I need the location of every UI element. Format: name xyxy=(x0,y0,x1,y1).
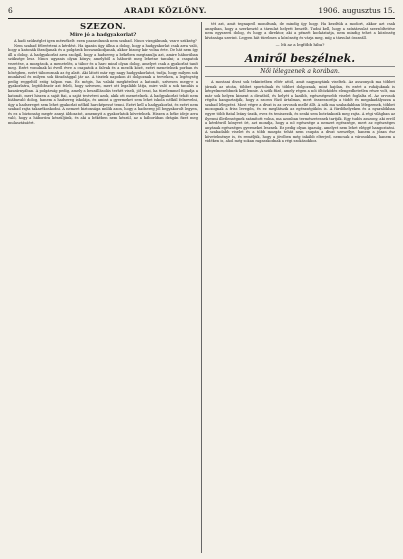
rovat-title xyxy=(205,52,395,66)
article-paragraph: A mostani divat sok tekintetben eltér attól, amit nagyanyáink viseltek. Az asszonyok ma többet járnak az utcán, többet sportolnak és többet dolgoznak, mint hajdan, és ezért a ruhájuknak is kényelmesebbnek kell lennie. A szűk fűző, amely régen a női öltözködés elengedhetetlen része volt, ma már sok helyen kiment a divatból, és helyét a lazább, egészségesebb viselet foglalta el. Az orvosok régóta hangoztatják, hogy a szoros fűző ártalmas, mert összeszorítja a tüdőt és megakadályozza a szabad lélegzést. Most végre a divat is az orvosok mellé állt. A nők ma szabadabban lélegzenek, többet mozognak a friss levegőn, és ez meglátszik az egészségükön is. A fürdőhelyeken és a nyaralókban egyre több fiatal leány úszik, evez és teniszezik, és senki sem botránkozik meg rajta. A régi világban az ilyesmi illetlenségnek számított volna, ma azonban természetesnek tartják. Egy tudós asszony, aki erről a kérdésről könyvet írt, azt mondja, hogy a nő egészsége a nemzet egészsége, mert az egészséges anyának egészséges gyermekei lesznek. Ez pedig olyan igazság, amelyet nem lehet eléggé hangoztatni. A szabadabb viselet és a több mozgás tehát nem csupán a divat szeszélye, hanem a józan ész követelménye is, és reméljük, hogy a jövőben még inkább elterjed, nemcsak a városokban, hanem a vidéken is, ahol még sokan ragaszkodnak a régi szokásokhoz. xyxy=(205,80,395,144)
masthead: ARADI KÖZLÖNY. xyxy=(124,6,208,15)
right-top-paragraph: tét azt, amit tegnapról mondtunk, de mindig így hogy. Ha kezdtük a modort, akkor azt csak annyiban, hogy a szerkesztő a társulat helyett beszélt. Tudni kell, hogy a színtársulat szerződtetése nem egyszerű dolog, és hogy a direktor, aki a pénzét kockáztatja, nem mindig tehet a közönség kívánsága szerint. Legyen hát türelmes a közönség és várja meg, míg a társulat összeáll. xyxy=(205,22,395,40)
article-paragraph: Nem szabad félreérteni a kérdést. Ha igazán úgy állna a dolog, hogy a hadgyakorlat csak arra való, hogy a katonák fáradjanak és a polgárok bosszankodjanak, akkor bizony kár volna érte. De hát nem így áll a dolog. A hadgyakorlat arra szolgál, hogy a hadsereg a békében megtanulja azt, amire háborúban szüksége lesz. Nincs ugyanis olyan könyv, amelyből a háborút meg lehetne tanulni; a csapatok vezetése, a mozgások, a menetelés, a tábor és a harc mind olyan dolog, amelyet csak a gyakorlat tanít meg. Ezért vonulnak ki évről évre a csapatok a falvak és a mezők közé, ezért menetelnek porban és hőségben, ezért táboroznak az ég alatt. Aki látott már egy nagy hadgyakorlatot, tudja, hogy milyen sok munkával és milyen sok fáradsággal jár az. A tisztek napokon át dolgoznak a terveken, a legénység pedig reggeltől estig talpon van. És mégis, ha valaki megkérdezi a katonát, szívesen megy-e a gyakorlatra, legtöbbször azt feleli, hogy szívesen, mert ott legalább látja, mire való a sok tanulás a kaszárnyában. A polgárság pedig, amely a beszállásolás terhét viseli, jól teszi, ha türelemmel fogadja a katonát, mert hiszen a saját fiai, a saját testvérei azok, akik ott menetelnek. A hadgyakorlat tehát nem hiábavaló dolog, hanem a hadsereg iskolája, és amint a gyermeket sem lehet iskola nélkül felnevelni, úgy a hadsereget sem lehet gyakorlat nélkül harcképessé tenni. Ezért kell a hadgyakorlat, és ezért nem szabad rajta takarékoskodni. A nemzet biztonsága múlik azon, hogy a hadsereg jól begyakorolt legyen, és ez a biztonság megér annyi áldozatot, amennyit a gyakorlatok követelnek. Hiszen a béke ideje arra való, hogy a háborúra készüljünk, és aki a békében nem készül, az a háborúban drágán fizet meg mulasztásáért. xyxy=(8,43,198,125)
left-body-text xyxy=(8,44,198,126)
rovat-title-text: Amiről beszélnek. xyxy=(244,52,356,66)
right-separator-line: — Mi az a legfőbb hiba? xyxy=(275,42,325,48)
column-divider xyxy=(201,22,202,553)
left-column xyxy=(8,22,198,555)
right-body-text xyxy=(205,80,395,144)
page-number: 6 xyxy=(8,6,13,15)
issue-date: 1906. augusztus 15. xyxy=(318,6,395,15)
right-column xyxy=(205,22,395,555)
rovat-subtitle: Női lélegzenek a korában. xyxy=(205,66,395,77)
opening-paragraph: A hadi szükséglet igen mérsékelt: ezen pazarolnunk nem szabad. Nincs vizsgálnunk, van-e szükség? xyxy=(14,39,197,43)
section-title: SZEZON. xyxy=(79,22,127,32)
section-subtitle: Mire jó a hadgyakorlat? xyxy=(69,32,137,38)
page-header xyxy=(8,6,395,19)
